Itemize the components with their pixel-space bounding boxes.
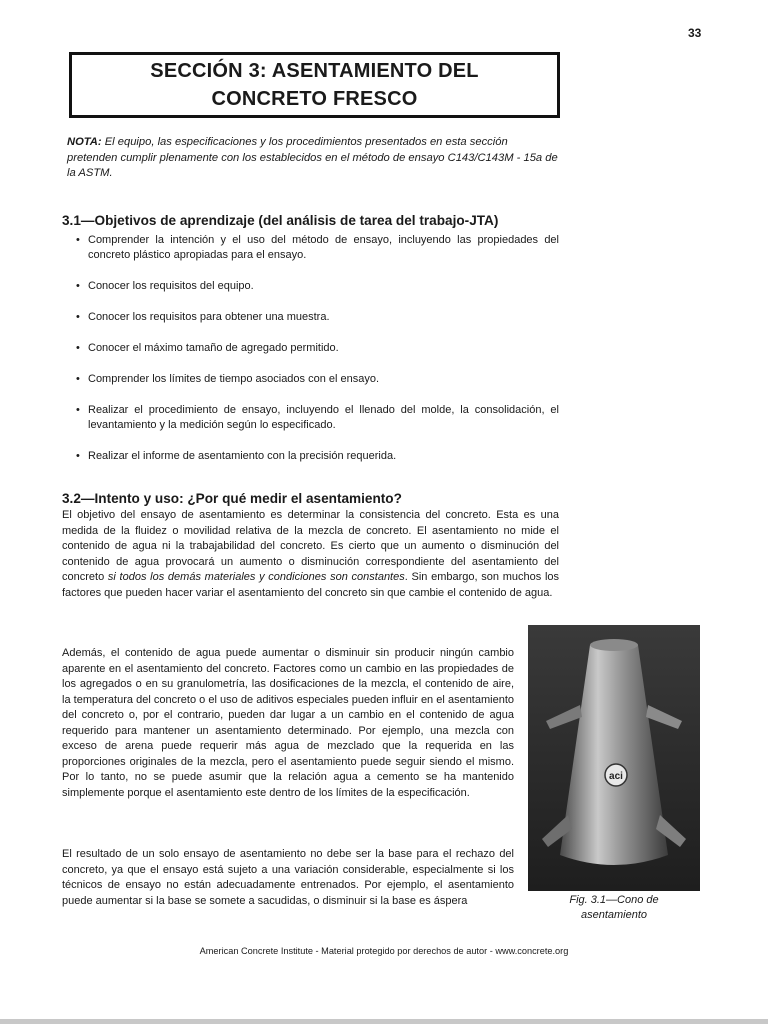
paragraph-purpose-part-b: . Sin embargo, son muchos los factores que pueden hacer variar el asentamiento del concreto sin que cambie el contenido de agua. — [62, 571, 560, 599]
note-text: El equipo, las especificaciones y los procedimientos presentados en esta sección pretenden cumplir plenamente con los establecidos en el método de ensayo C143/C143M - 15a de la ASTM. — [67, 136, 558, 179]
paragraph-single-test: El resultado de un solo ensayo de asentamiento no debe ser la base para el rechazo del concreto, ya que el ensayo está sujeto a una variación considerable, especialmente si los técnicos de ensayo no están adecuadamente entrenados. Por ejemplo, el asentamiento puede aumentar si la base se somete a sacudidas, o disminuir si la base es áspera — [62, 848, 514, 907]
figure-caption-line-2: asentamiento — [580, 909, 648, 921]
page-footer: American Concrete Institute - Material protegido por derechos de autor - www.concrete.org — [199, 946, 569, 956]
section-title-line-1: SECCIÓN 3: ASENTAMIENTO DEL — [150, 60, 479, 82]
objective-item: • Conocer los requisitos para obtener una muestra. — [76, 310, 559, 325]
note-label: NOTA: — [67, 136, 102, 148]
section-3-2-heading: 3.2—Intento y uso: ¿Por qué medir el asentamiento? — [62, 491, 402, 506]
objective-item: • Comprender los límites de tiempo asociados con el ensayo. — [76, 372, 559, 387]
objective-item: • Comprender la intención y el uso del método de ensayo, incluyendo las propiedades del concreto plástico apropiadas para el ensayo. — [76, 233, 559, 263]
paragraph-purpose-italic: si todos los demás materiales y condiciones son constantes — [107, 571, 405, 583]
slump-cone-top-rim — [590, 639, 638, 651]
note-paragraph — [67, 135, 561, 182]
paragraph-purpose — [62, 508, 559, 601]
slump-cone-photo — [528, 625, 700, 891]
section-3-1-heading: 3.1—Objetivos de aprendizaje (del análisis de tarea del trabajo-JTA) — [62, 213, 499, 228]
objective-item: • Realizar el procedimiento de ensayo, incluyendo el llenado del molde, la consolidación, el levantamiento y la medición según lo especificado. — [76, 403, 559, 433]
figure-caption-line-1: Fig. 3.1—Cono de — [569, 894, 659, 906]
aci-logo-text: aci — [609, 771, 623, 782]
page-number: 33 — [688, 26, 702, 40]
section-title-line-2: CONCRETO FRESCO — [211, 88, 418, 110]
objective-item: • Conocer los requisitos del equipo. — [76, 279, 559, 294]
objectives-list — [76, 233, 559, 480]
paragraph-purpose-part-a: El objetivo del ensayo de asentamiento es determinar la consistencia del concreto. Esta es una medida de la fluidez o movilidad relativa de la mezcla de concreto. El asentamiento no mide el contenido de agua ni la trabajabilidad del concreto. Es cierto que un aumento o disminución del contenido de agua provocará un aumento o disminución correspondiente del asentamiento del concreto — [62, 509, 559, 583]
figure-caption — [528, 893, 700, 923]
bottom-divider — [0, 1019, 768, 1024]
objective-item: • Conocer el máximo tamaño de agregado permitido. — [76, 341, 559, 356]
section-title-box — [69, 52, 560, 118]
objective-item: • Realizar el informe de asentamiento con la precisión requerida. — [76, 449, 559, 464]
paragraph-water-content: Además, el contenido de agua puede aumentar o disminuir sin producir ningún cambio aparente en el asentamiento del concreto. Factores como un cambio en las propiedades de los agregados o en su granulometría, las dosificaciones de la mezcla, el contenido de aire, la temperatura del concreto o el uso de aditivos especiales pueden influir en el asentamiento del concreto o, por el contrario, pueden dar lugar a un cambio en el contenido de agua requerido para mantener un asentamiento determinado. Por ejemplo, una mezcla con exceso de arena puede requerir más agua de mezclado que la requerida en las proporciones originales de la mezcla, pero el asentamiento puede seguir siendo el mismo. Por lo tanto, no se puede asumir que la relación agua a cemento se ha mantenido simplemente porque el asentamiento este dentro de los límites de la especificación. — [62, 647, 514, 799]
